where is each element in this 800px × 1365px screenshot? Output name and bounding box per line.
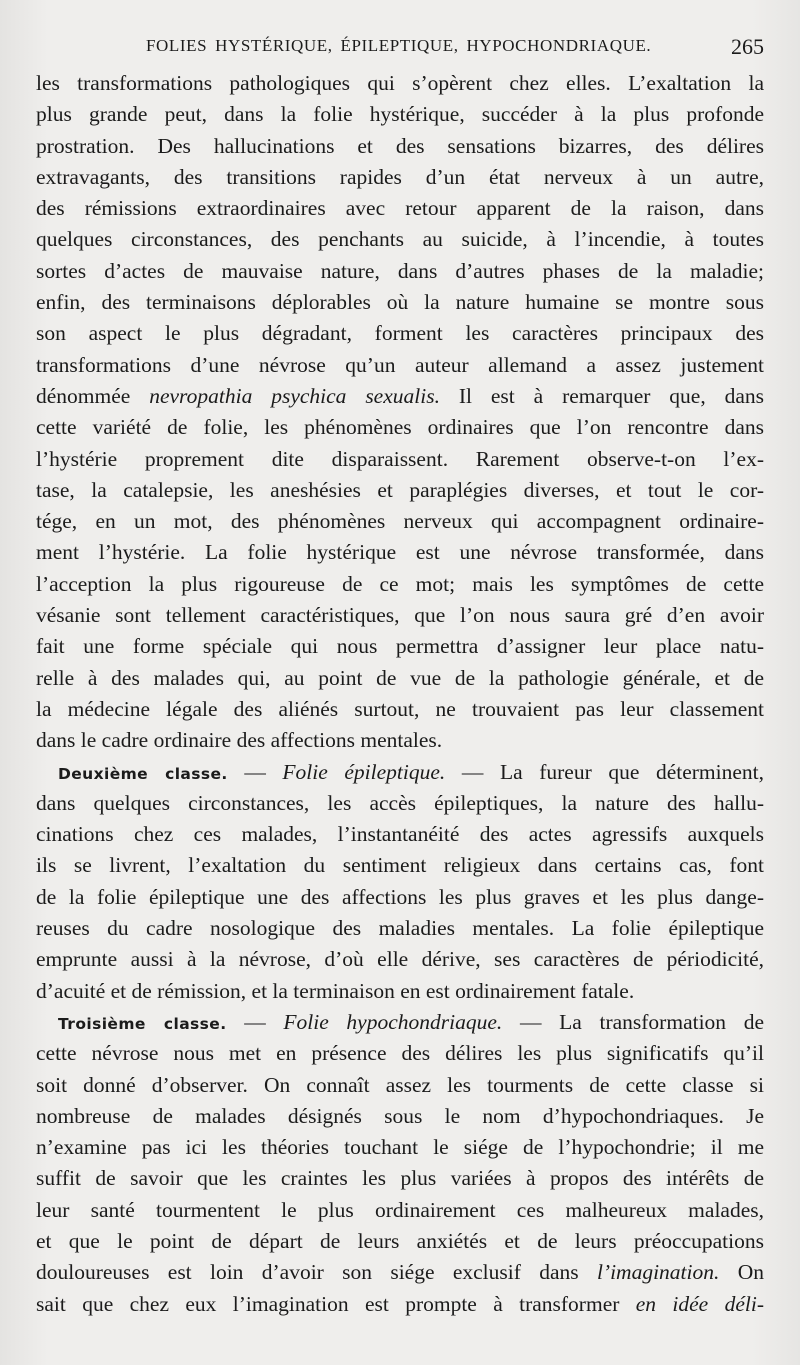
- body-text: [36, 68, 764, 1320]
- text-line: [36, 318, 764, 349]
- running-head: [36, 34, 766, 60]
- text-line: [36, 819, 764, 850]
- italic-text: Folie épileptique.: [282, 759, 446, 784]
- text-run: —: [226, 1009, 284, 1034]
- text-line: [36, 913, 764, 944]
- text-run: sortes d’actes de mauvaise nature, dans d’autres phases de la maladie;: [36, 258, 764, 283]
- text-run: prostration. Des hallucinations et des sensations bizarres, des délires: [36, 133, 764, 158]
- text-line: [36, 99, 764, 130]
- text-line: [36, 193, 764, 224]
- text-run: cinations chez ces malades, l’instantanéité des actes agressifs auxquels: [36, 822, 764, 847]
- text-run: transformations d’une névrose qu’un auteur allemand a assez justement: [36, 352, 764, 377]
- text-run: son aspect le plus dégradant, forment les caractères principaux des: [36, 321, 764, 346]
- text-line: [36, 1038, 764, 1069]
- text-line: [36, 1163, 764, 1194]
- text-line: [36, 381, 764, 412]
- text-run: ment l’hystérie. La folie hystérique est une névrose transformée, dans: [36, 540, 764, 565]
- text-run: fait une forme spéciale qui nous permettra d’assigner leur place natu-: [36, 634, 764, 659]
- italic-text: nevropathia psychica sexualis.: [149, 383, 440, 408]
- text-line: [36, 882, 764, 913]
- text-run: et que le point de départ de leurs anxiétés et de leurs préoccupations: [36, 1228, 764, 1253]
- text-run: cette variété de folie, les phénomènes ordinaires que l’on rencontre dans: [36, 415, 764, 440]
- text-line: [36, 444, 764, 475]
- italic-text: Folie hypochondriaque.: [283, 1009, 503, 1034]
- text-line: [36, 788, 764, 819]
- text-line: [36, 976, 764, 1007]
- text-run: l’acception la plus rigoureuse de ce mot; mais les symptômes de cette: [36, 571, 764, 596]
- text-run: des rémissions extraordinaires avec retour apparent de la raison, dans: [36, 196, 764, 221]
- text-line: [36, 600, 764, 631]
- text-run: nombreuse de malades désignés sous le nom d’hypochondriaques. Je: [36, 1103, 764, 1128]
- text-run: reuses du cadre nosologique des maladies mentales. La folie épileptique: [36, 916, 764, 941]
- text-line: [36, 224, 764, 255]
- text-run: quelques circonstances, des penchants au suicide, à l’incendie, à toutes: [36, 227, 764, 252]
- section-heading: Deuxième classe.: [58, 764, 228, 783]
- text-run: ils se livrent, l’exaltation du sentiment religieux dans certains cas, font: [36, 853, 764, 878]
- text-line: [36, 412, 764, 443]
- text-line: [36, 1132, 764, 1163]
- text-run: d’acuité et de rémission, et la terminaison en est ordinairement fatale.: [36, 978, 635, 1003]
- text-line: [36, 131, 764, 162]
- text-run: vésanie sont tellement caractéristiques, que l’on nous saura gré d’en avoir: [36, 603, 764, 628]
- text-run: dénommée: [36, 383, 150, 408]
- text-run: Il est à remarquer que, dans: [439, 383, 765, 408]
- text-line: [36, 1226, 764, 1257]
- text-run: relle à des malades qui, au point de vue de la pathologie générale, et de: [36, 665, 764, 690]
- text-line: [36, 1101, 764, 1132]
- text-run: leur santé tourmentent le plus ordinairement ces malheureux malades,: [36, 1197, 764, 1222]
- text-run: enfin, des terminaisons déplorables où la nature humaine se montre sous: [36, 290, 764, 315]
- text-line: [36, 694, 764, 725]
- text-run: — La transformation de: [502, 1009, 765, 1034]
- text-line: [36, 1070, 764, 1101]
- text-line: [36, 1007, 764, 1038]
- text-run: cette névrose nous met en présence des délires les plus significatifs qu’il: [36, 1041, 764, 1066]
- text-line: [36, 350, 764, 381]
- text-line: [36, 162, 764, 193]
- text-run: dans le cadre ordinaire des affections mentales.: [36, 728, 443, 753]
- text-line: [36, 1195, 764, 1226]
- text-line: [36, 569, 764, 600]
- text-run: tége, en un mot, des phénomènes nerveux qui accompagnent ordinaire-: [36, 509, 764, 534]
- text-line: [36, 850, 764, 881]
- page-number: 265: [731, 34, 764, 59]
- italic-text: l’imagination.: [596, 1260, 720, 1285]
- running-title: FOLIES HYSTÉRIQUE, ÉPILEPTIQUE, HYPOCHONDRIAQUE.: [146, 36, 652, 55]
- text-run: sait que chez eux l’imagination est prompte à transformer: [36, 1291, 636, 1316]
- text-line: [36, 1289, 764, 1320]
- text-line: [36, 631, 764, 662]
- text-run: suffit de savoir que les craintes les plus variées à propos des intérêts de: [36, 1166, 764, 1191]
- section-heading: Troisième classe.: [58, 1014, 227, 1033]
- text-run: —: [227, 759, 283, 784]
- text-run: les transformations pathologiques qui s’opèrent chez elles. L’exaltation la: [36, 71, 764, 95]
- text-run: la médecine légale des aliénés surtout, ne trouvaient pas leur classement: [36, 696, 764, 721]
- text-line: [36, 537, 764, 568]
- text-run: de la folie épileptique une des affections les plus graves et les plus dange-: [36, 884, 764, 909]
- text-run: dans quelques circonstances, les accès épileptiques, la nature des hallu-: [36, 790, 764, 815]
- text-run: tase, la catalepsie, les aneshésies et paraplégies diverses, et tout le cor-: [36, 477, 764, 502]
- text-line: [36, 944, 764, 975]
- text-line: [36, 506, 764, 537]
- text-run: l’hystérie proprement dite disparaissent. Rarement observe-t-on l’ex-: [36, 446, 764, 471]
- text-line: [36, 256, 764, 287]
- text-line: [36, 757, 764, 788]
- text-run: — La fureur que déterminent,: [445, 759, 765, 784]
- text-run: emprunte aussi à la névrose, d’où elle dérive, ses caractères de périodicité,: [36, 947, 764, 972]
- text-line: [36, 68, 764, 99]
- text-run: soit donné d’observer. On connaît assez les tourments de cette classe si: [36, 1072, 764, 1097]
- text-run: n’examine pas ici les théories touchant le siége de l’hypochondrie; il me: [36, 1135, 764, 1160]
- text-run: extravagants, des transitions rapides d’un état nerveux à un autre,: [36, 164, 764, 189]
- text-line: [36, 287, 764, 318]
- italic-text: en idée déli-: [635, 1291, 764, 1316]
- text-line: [36, 475, 764, 506]
- text-run: On: [719, 1260, 764, 1285]
- text-run: plus grande peut, dans la folie hystérique, succéder à la plus profonde: [36, 102, 764, 127]
- text-run: douloureuses est loin d’avoir son siége exclusif dans: [36, 1260, 597, 1285]
- text-line: [36, 725, 764, 756]
- text-line: [36, 1257, 764, 1288]
- text-line: [36, 663, 764, 694]
